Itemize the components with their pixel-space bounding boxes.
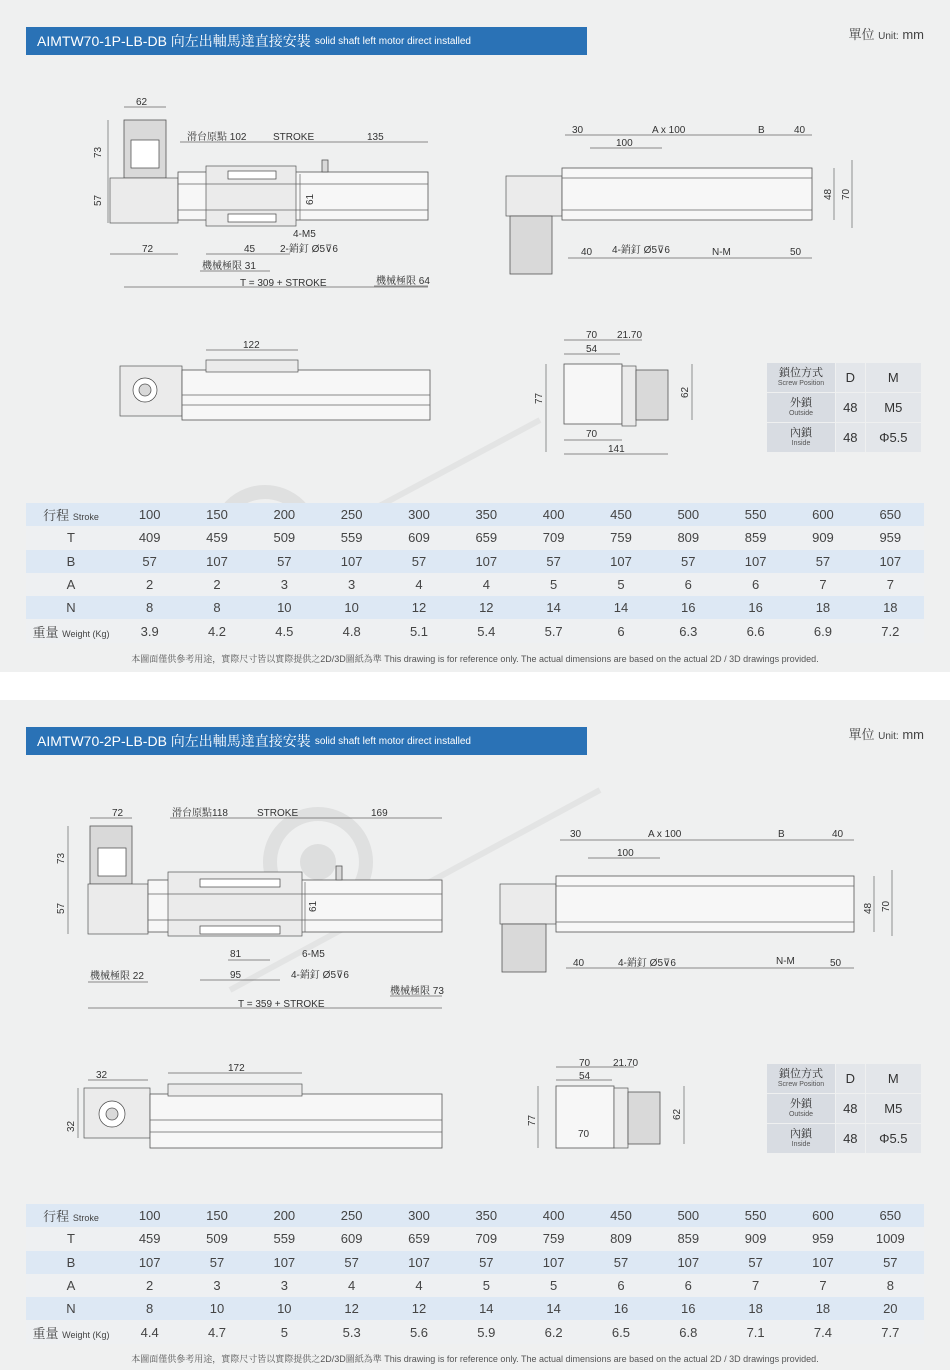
dim-70: 70 — [841, 188, 852, 200]
top-view-drawing — [506, 125, 852, 274]
dim-pin-top: 4-銷釘 Ø5⊽6 — [612, 245, 670, 256]
dim-30: 30 — [570, 829, 582, 840]
dim-40-bottom: 40 — [573, 958, 585, 969]
spec-cell: 57 — [183, 1251, 250, 1274]
spec-cell: 7.2 — [857, 619, 924, 642]
end-view-drawing — [534, 330, 692, 455]
dim-limit-left: 機械極限 31 — [202, 261, 256, 272]
spec-cell: 57 — [655, 550, 722, 573]
spec-cell: 57 — [453, 1251, 520, 1274]
model-title: AIMTW70-2P-LB-DB 向左出軸馬達直接安裝 — [37, 733, 311, 749]
spec-cell: 100 — [116, 1204, 183, 1227]
unit-label: 單位 Unit: mm — [848, 727, 924, 742]
spec-cell: 16 — [655, 1297, 722, 1320]
spec-cell: 4.7 — [183, 1320, 250, 1343]
spec-cell: 559 — [318, 526, 385, 549]
spec-cell: 4 — [453, 573, 520, 596]
spec-cell: 107 — [453, 550, 520, 573]
spec-row — [26, 1297, 924, 1320]
spec-cell: 8 — [116, 596, 183, 619]
dim-57: 57 — [56, 902, 67, 914]
spec-cell: 5.6 — [385, 1320, 452, 1343]
side-view-drawing — [120, 340, 430, 420]
spec-row-label: 重量 Weight (Kg) — [26, 619, 116, 642]
spec-row — [26, 596, 924, 619]
spec-row-label: 行程 Stroke — [26, 503, 116, 526]
spec-cell: 8 — [183, 596, 250, 619]
spec-cell: 609 — [318, 1227, 385, 1250]
top-view-drawing — [500, 829, 892, 972]
spec-row — [26, 1227, 924, 1250]
spec-cell: 6 — [655, 1274, 722, 1297]
spec-cell: 18 — [857, 596, 924, 619]
spec-cell: 6.5 — [587, 1320, 654, 1343]
spec-cell: 3.9 — [116, 619, 183, 642]
spec-cell: 5 — [520, 1274, 587, 1297]
screw-row-outside: 外鎖 Outside 48 M5 — [767, 393, 922, 423]
section-2 — [0, 700, 950, 1370]
spec-cell: 7.7 — [857, 1320, 924, 1343]
spec-cell: 107 — [520, 1251, 587, 1274]
spec-row — [26, 1251, 924, 1274]
spec-cell: 759 — [520, 1227, 587, 1250]
dim-limit-left: 機械極限 22 — [90, 971, 144, 982]
spec-cell: 18 — [722, 1297, 789, 1320]
screw-position-table — [766, 1063, 922, 1154]
spec-row-label: 重量 Weight (Kg) — [26, 1320, 116, 1343]
spec-cell: 57 — [385, 550, 452, 573]
dim-pin: 4-銷釘 Ø5⊽6 — [291, 970, 349, 981]
spec-row-label: B — [26, 550, 116, 573]
spec-cell: 6.9 — [789, 619, 856, 642]
dim-73: 73 — [93, 146, 104, 158]
spec-cell: 14 — [520, 1297, 587, 1320]
spec-cell: 500 — [655, 503, 722, 526]
spec-cell: 5.7 — [520, 619, 587, 642]
dim-40: 40 — [794, 125, 806, 136]
spec-cell: 5 — [453, 1274, 520, 1297]
spec-cell: 16 — [655, 596, 722, 619]
spec-cell: 12 — [385, 1297, 452, 1320]
spec-row-label: N — [26, 596, 116, 619]
dim-57: 57 — [93, 194, 104, 206]
spec-cell: 12 — [385, 596, 452, 619]
dim-135: 135 — [367, 132, 384, 143]
spec-cell: 4 — [318, 1274, 385, 1297]
dim-62: 62 — [136, 97, 148, 108]
spec-cell: 10 — [183, 1297, 250, 1320]
spec-cell: 5 — [520, 573, 587, 596]
spec-cell: 450 — [587, 1204, 654, 1227]
dim-40-bottom: 40 — [581, 247, 593, 258]
spec-cell: 400 — [520, 503, 587, 526]
dim-end-21-70: 21.70 — [617, 330, 643, 341]
spec-cell: 6.8 — [655, 1320, 722, 1343]
spec-cell: 500 — [655, 1204, 722, 1227]
dim-stroke: STROKE — [257, 808, 299, 819]
dim-end-70b: 70 — [586, 429, 598, 440]
dim-end-62: 62 — [680, 386, 691, 398]
dim-95: 95 — [230, 970, 242, 981]
dim-b: B — [758, 125, 765, 136]
spec-cell: 18 — [789, 1297, 856, 1320]
section-1 — [0, 0, 950, 672]
end-view-drawing — [527, 1058, 684, 1148]
spec-cell: 300 — [385, 503, 452, 526]
spec-cell: 5 — [251, 1320, 318, 1343]
spec-cell: 350 — [453, 503, 520, 526]
dim-72: 72 — [112, 808, 124, 819]
spec-cell: 250 — [318, 503, 385, 526]
spec-cell: 5.4 — [453, 619, 520, 642]
dim-end-77: 77 — [534, 392, 545, 404]
spec-row — [26, 1320, 924, 1343]
spec-cell: 450 — [587, 503, 654, 526]
dim-end-62: 62 — [672, 1108, 683, 1120]
spec-cell: 18 — [789, 596, 856, 619]
dim-total: T = 309 + STROKE — [240, 278, 327, 289]
spec-table — [26, 1204, 924, 1344]
spec-cell: 509 — [251, 526, 318, 549]
spec-cell: 150 — [183, 503, 250, 526]
spec-cell: 107 — [183, 550, 250, 573]
model-title: AIMTW70-1P-LB-DB 向左出軸馬達直接安裝 — [37, 33, 311, 49]
spec-cell: 6 — [655, 573, 722, 596]
spec-cell: 10 — [251, 596, 318, 619]
dim-pin: 2-銷釘 Ø5⊽6 — [280, 244, 338, 255]
spec-row — [26, 1204, 924, 1227]
spec-cell: 7.4 — [789, 1320, 856, 1343]
spec-cell: 200 — [251, 503, 318, 526]
spec-cell: 107 — [857, 550, 924, 573]
spec-cell: 909 — [789, 526, 856, 549]
dim-slide-origin: 滑台原點 102 — [187, 132, 247, 143]
spec-cell: 5 — [587, 573, 654, 596]
dim-70: 70 — [881, 900, 892, 912]
spec-cell: 10 — [318, 596, 385, 619]
spec-cell: 107 — [318, 550, 385, 573]
spec-cell: 6 — [587, 1274, 654, 1297]
spec-cell: 6.3 — [655, 619, 722, 642]
spec-cell: 909 — [722, 1227, 789, 1250]
spec-cell: 107 — [587, 550, 654, 573]
spec-cell: 57 — [520, 550, 587, 573]
spec-cell: 609 — [385, 526, 452, 549]
spec-cell: 250 — [318, 1204, 385, 1227]
spec-cell: 650 — [857, 503, 924, 526]
spec-row — [26, 619, 924, 642]
dim-73: 73 — [56, 852, 67, 864]
spec-cell: 6.6 — [722, 619, 789, 642]
screw-row-inside: 內鎖 Inside 48 Φ5.5 — [767, 423, 922, 453]
model-subtitle: solid shaft left motor direct installed — [314, 35, 471, 47]
spec-cell: 3 — [183, 1274, 250, 1297]
spec-cell: 4.4 — [116, 1320, 183, 1343]
spec-cell: 2 — [183, 573, 250, 596]
screw-row-outside: 外鎖 Outside 48 M5 — [767, 1094, 922, 1124]
spec-cell: 16 — [587, 1297, 654, 1320]
spec-cell: 107 — [789, 1251, 856, 1274]
spec-cell: 600 — [789, 503, 856, 526]
spec-cell: 57 — [318, 1251, 385, 1274]
dim-81: 81 — [230, 949, 242, 960]
dim-122: 122 — [243, 340, 260, 351]
front-view-drawing — [93, 97, 430, 289]
spec-row — [26, 503, 924, 526]
dim-end-54: 54 — [579, 1071, 591, 1082]
dim-48: 48 — [863, 902, 874, 914]
dim-nm: N-M — [776, 956, 795, 967]
spec-cell: 5.3 — [318, 1320, 385, 1343]
spec-cell: 107 — [655, 1251, 722, 1274]
side-view-drawing — [66, 1063, 442, 1148]
spec-row — [26, 526, 924, 549]
spec-table — [26, 503, 924, 643]
spec-cell: 107 — [251, 1251, 318, 1274]
spec-cell: 3 — [318, 573, 385, 596]
spec-row-label: T — [26, 1227, 116, 1250]
dim-pin-top: 4-銷釘 Ø5⊽6 — [618, 958, 676, 969]
spec-cell: 809 — [655, 526, 722, 549]
spec-cell: 7 — [857, 573, 924, 596]
spec-cell: 2 — [116, 1274, 183, 1297]
dim-169: 169 — [371, 808, 388, 819]
spec-row-label: 行程 Stroke — [26, 1204, 116, 1227]
spec-cell: 709 — [453, 1227, 520, 1250]
dim-61: 61 — [305, 193, 316, 205]
screw-header-row: 鎖位方式 Screw Position D M — [767, 363, 922, 393]
dim-end-54: 54 — [586, 344, 598, 355]
dim-32-vertical: 32 — [66, 1120, 77, 1132]
dim-ax100: A x 100 — [652, 125, 686, 136]
spec-cell: 5.9 — [453, 1320, 520, 1343]
spec-cell: 100 — [116, 503, 183, 526]
spec-row-label: A — [26, 573, 116, 596]
dim-30: 30 — [572, 125, 584, 136]
dim-b: B — [778, 829, 785, 840]
spec-cell: 600 — [789, 1204, 856, 1227]
spec-cell: 107 — [722, 550, 789, 573]
spec-cell: 107 — [116, 1251, 183, 1274]
spec-cell: 6 — [722, 573, 789, 596]
dim-4m5: 4-M5 — [293, 229, 316, 240]
spec-row — [26, 1274, 924, 1297]
spec-cell: 459 — [183, 526, 250, 549]
unit-label: 單位 Unit: mm — [848, 27, 924, 42]
spec-cell: 859 — [722, 526, 789, 549]
spec-cell: 8 — [857, 1274, 924, 1297]
spec-cell: 4.2 — [183, 619, 250, 642]
dim-40: 40 — [832, 829, 844, 840]
dim-stroke: STROKE — [273, 132, 315, 143]
spec-cell: 14 — [453, 1297, 520, 1320]
dim-nm: N-M — [712, 247, 731, 258]
spec-cell: 7 — [789, 1274, 856, 1297]
spec-cell: 4 — [385, 1274, 452, 1297]
spec-cell: 7.1 — [722, 1320, 789, 1343]
screw-row-inside: 內鎖 Inside 48 Φ5.5 — [767, 1124, 922, 1154]
spec-row — [26, 573, 924, 596]
spec-cell: 57 — [587, 1251, 654, 1274]
spec-cell: 759 — [587, 526, 654, 549]
dim-limit-right: 機械極限 73 — [390, 986, 444, 997]
dim-end-21-70: 21.70 — [613, 1058, 639, 1069]
dim-ax100: A x 100 — [648, 829, 682, 840]
spec-cell: 12 — [453, 596, 520, 619]
dim-72: 72 — [142, 244, 154, 255]
spec-cell: 16 — [722, 596, 789, 619]
spec-cell: 150 — [183, 1204, 250, 1227]
spec-row-label: A — [26, 1274, 116, 1297]
spec-cell: 550 — [722, 1204, 789, 1227]
spec-row — [26, 550, 924, 573]
screw-header-row: 鎖位方式 Screw Position D M — [767, 1064, 922, 1094]
spec-cell: 959 — [857, 526, 924, 549]
spec-cell: 3 — [251, 573, 318, 596]
dim-end-70: 70 — [586, 330, 598, 341]
spec-cell: 57 — [857, 1251, 924, 1274]
spec-cell: 57 — [251, 550, 318, 573]
spec-cell: 14 — [520, 596, 587, 619]
spec-cell: 8 — [116, 1297, 183, 1320]
spec-cell: 409 — [116, 526, 183, 549]
spec-cell: 559 — [251, 1227, 318, 1250]
spec-cell: 509 — [183, 1227, 250, 1250]
dim-32: 32 — [96, 1070, 108, 1081]
spec-cell: 4.5 — [251, 619, 318, 642]
spec-cell: 10 — [251, 1297, 318, 1320]
dim-6m5: 6-M5 — [302, 949, 325, 960]
disclaimer-note: 本圖面僅供參考用途，實際尺寸皆以實際提供之2D/3D圖紙為準 This drawing is for reference only. The actual dimensions are based on the actual 2D / 3D drawings provided. — [131, 1354, 819, 1364]
spec-cell: 709 — [520, 526, 587, 549]
dim-slide-origin: 滑台原點118 — [172, 808, 228, 819]
dim-61: 61 — [308, 900, 319, 912]
spec-cell: 57 — [722, 1251, 789, 1274]
spec-cell: 2 — [116, 573, 183, 596]
spec-cell: 7 — [789, 573, 856, 596]
spec-cell: 57 — [789, 550, 856, 573]
spec-row-label: B — [26, 1251, 116, 1274]
dim-end-70b: 70 — [578, 1129, 590, 1140]
dim-end-141: 141 — [608, 444, 625, 455]
model-subtitle: solid shaft left motor direct installed — [314, 735, 471, 747]
spec-cell: 1009 — [857, 1227, 924, 1250]
spec-cell: 5.1 — [385, 619, 452, 642]
dim-100: 100 — [617, 848, 634, 859]
spec-cell: 459 — [116, 1227, 183, 1250]
spec-cell: 7 — [722, 1274, 789, 1297]
spec-cell: 959 — [789, 1227, 856, 1250]
spec-cell: 650 — [857, 1204, 924, 1227]
spec-cell: 400 — [520, 1204, 587, 1227]
spec-cell: 107 — [385, 1251, 452, 1274]
screw-position-table — [766, 362, 922, 453]
spec-row-label: T — [26, 526, 116, 549]
dim-50: 50 — [830, 958, 842, 969]
spec-cell: 20 — [857, 1297, 924, 1320]
spec-cell: 4.8 — [318, 619, 385, 642]
dim-100: 100 — [616, 138, 633, 149]
spec-cell: 14 — [587, 596, 654, 619]
dim-50: 50 — [790, 247, 802, 258]
dim-45: 45 — [244, 244, 256, 255]
spec-cell: 200 — [251, 1204, 318, 1227]
spec-cell: 300 — [385, 1204, 452, 1227]
dim-end-70: 70 — [579, 1058, 591, 1069]
spec-cell: 809 — [587, 1227, 654, 1250]
spec-cell: 57 — [116, 550, 183, 573]
disclaimer-note: 本圖面僅供參考用途，實際尺寸皆以實際提供之2D/3D圖紙為準 This drawing is for reference only. The actual dimensions are based on the actual 2D / 3D drawings provided. — [131, 654, 819, 664]
spec-cell: 4 — [385, 573, 452, 596]
spec-cell: 350 — [453, 1204, 520, 1227]
spec-cell: 659 — [453, 526, 520, 549]
spec-cell: 6.2 — [520, 1320, 587, 1343]
dim-172: 172 — [228, 1063, 245, 1074]
spec-cell: 659 — [385, 1227, 452, 1250]
spec-cell: 6 — [587, 619, 654, 642]
spec-cell: 859 — [655, 1227, 722, 1250]
spec-cell: 550 — [722, 503, 789, 526]
dim-48: 48 — [823, 188, 834, 200]
spec-row-label: N — [26, 1297, 116, 1320]
spec-cell: 12 — [318, 1297, 385, 1320]
dim-end-77: 77 — [527, 1114, 538, 1126]
dim-total: T = 359 + STROKE — [238, 999, 325, 1010]
spec-cell: 3 — [251, 1274, 318, 1297]
dim-limit-right: 機械極限 64 — [376, 276, 430, 287]
